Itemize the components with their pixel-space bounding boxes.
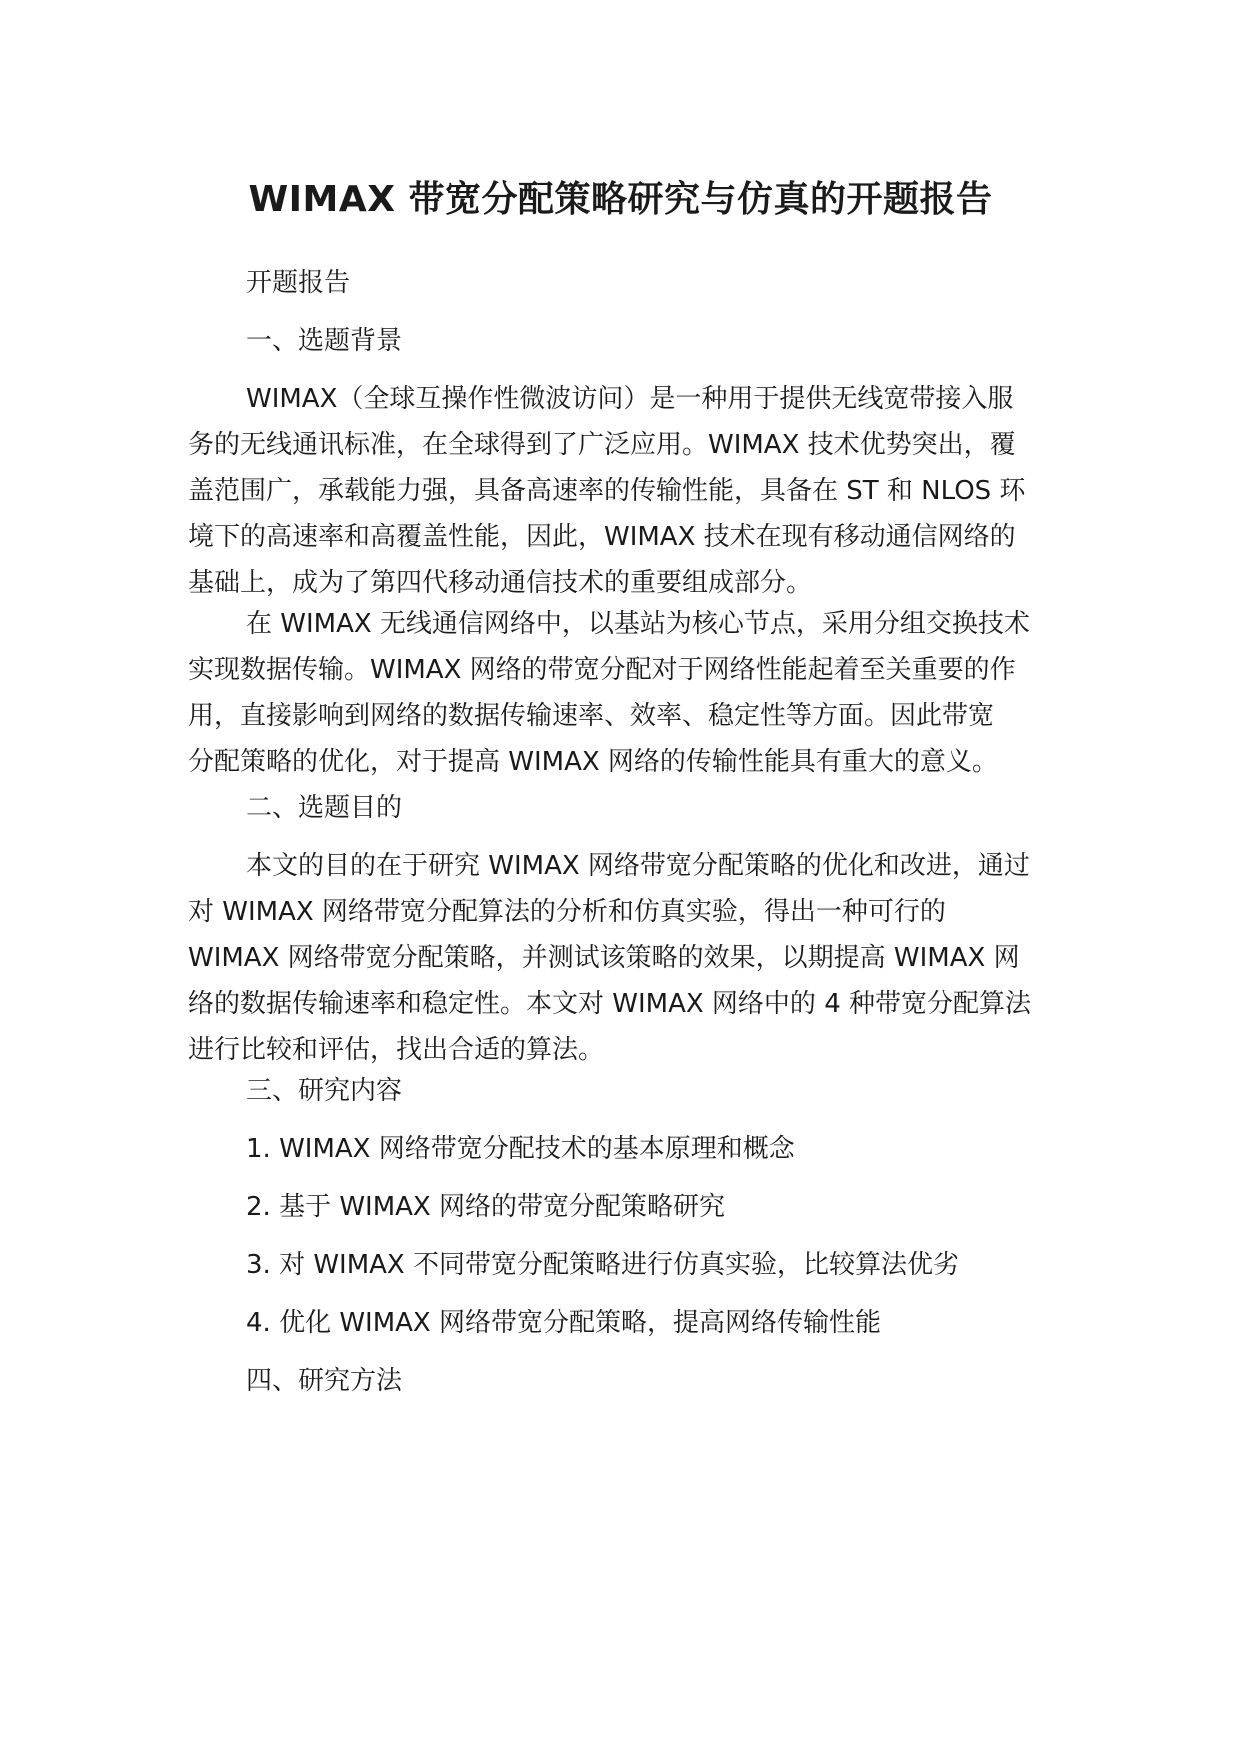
paragraph-line: 本文的目的在于研究 WIMAX 网络带宽分配策略的优化和改进，通过: [246, 851, 1030, 881]
section-heading-background: 一、选题背景: [246, 326, 403, 356]
section-heading-purpose: 二、选题目的: [246, 793, 403, 823]
paragraph-line: 境下的高速率和高覆盖性能，因此，WIMAX 技术在现有移动通信网络的: [188, 522, 1016, 552]
section-heading-content: 三、研究内容: [246, 1076, 403, 1106]
paragraph-line: 在 WIMAX 无线通信网络中，以基站为核心节点，采用分组交换技术: [246, 609, 1030, 639]
paragraph-line: WIMAX 网络带宽分配策略，并测试该策略的效果，以期提高 WIMAX 网: [188, 943, 1020, 973]
paragraph-line: 对 WIMAX 网络带宽分配算法的分析和仿真实验，得出一种可行的: [188, 897, 946, 927]
content-list-item: 3. 对 WIMAX 不同带宽分配策略进行仿真实验，比较算法优劣: [246, 1250, 960, 1280]
paragraph-line: WIMAX（全球互操作性微波访问）是一种用于提供无线宽带接入服: [246, 384, 1014, 414]
background-paragraph-2: [188, 601, 1056, 785]
content-list-item: 4. 优化 WIMAX 网络带宽分配策略，提高网络传输性能: [246, 1308, 882, 1338]
paragraph-line: 用，直接影响到网络的数据传输速率、效率、稳定性等方面。因此带宽: [188, 701, 995, 731]
report-subtitle: 开题报告: [246, 268, 351, 298]
paragraph-line: 分配策略的优化，对于提高 WIMAX 网络的传输性能具有重大的意义。: [188, 747, 998, 777]
background-paragraph-1: [188, 376, 1056, 606]
paragraph-line: 盖范围广，承载能力强，具备高速率的传输性能，具备在 ST 和 NLOS 环: [188, 476, 1026, 506]
content-list-item: 2. 基于 WIMAX 网络的带宽分配策略研究: [246, 1192, 726, 1222]
content-list-item: 1. WIMAX 网络带宽分配技术的基本原理和概念: [246, 1134, 795, 1164]
paragraph-line: 进行比较和评估，找出合适的算法。: [188, 1035, 605, 1065]
paragraph-line: 实现数据传输。WIMAX 网络的带宽分配对于网络性能起着至关重要的作: [188, 655, 1016, 685]
paragraph-line: 务的无线通讯标准，在全球得到了广泛应用。WIMAX 技术优势突出，覆: [188, 430, 1016, 460]
purpose-paragraph-1: [188, 843, 1056, 1073]
paragraph-line: 络的数据传输速率和稳定性。本文对 WIMAX 网络中的 4 种带宽分配算法: [188, 989, 1032, 1019]
paragraph-line: 基础上，成为了第四代移动通信技术的重要组成部分。: [188, 568, 813, 598]
document-title: WIMAX 带宽分配策略研究与仿真的开题报告: [248, 179, 993, 220]
section-heading-method: 四、研究方法: [246, 1366, 403, 1396]
